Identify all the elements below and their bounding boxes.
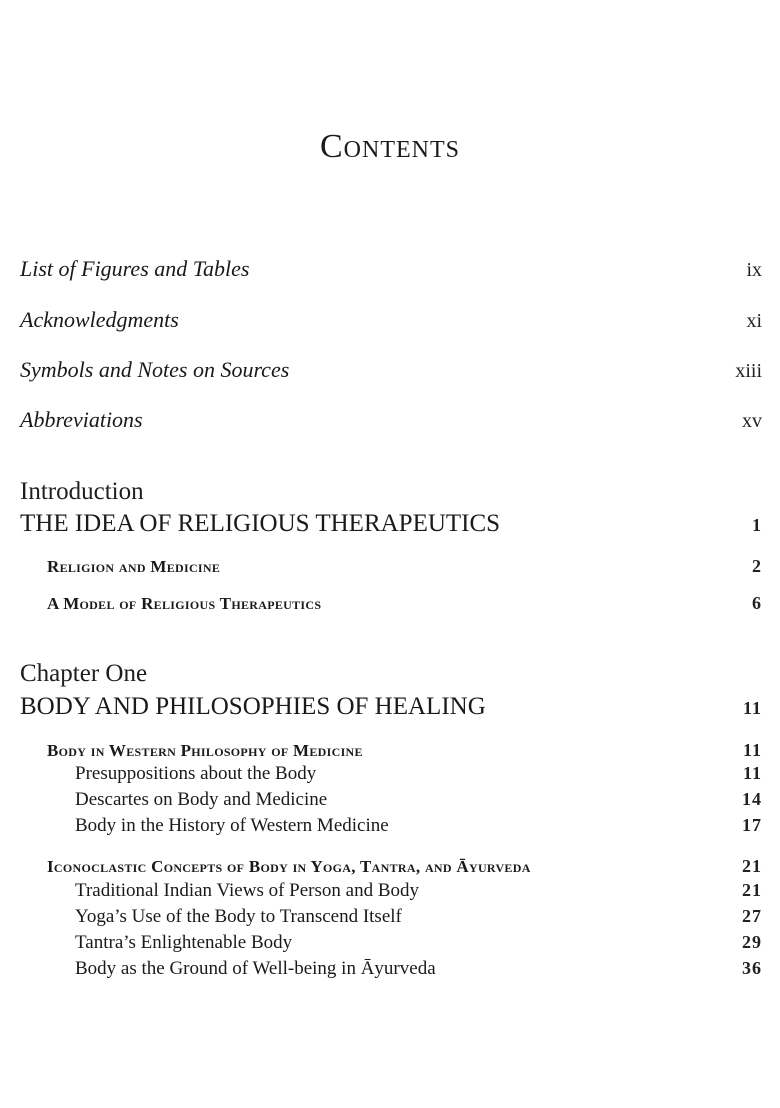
chapter-title: THE IDEA OF RELIGIOUS THERAPEUTICS <box>20 510 501 537</box>
subsection-label: Descartes on Body and Medicine <box>75 789 328 810</box>
toc-page-number: 21 <box>742 880 762 900</box>
toc-subsection[interactable] <box>75 815 762 837</box>
toc-page-number: 6 <box>752 593 762 613</box>
toc-page-number: 11 <box>742 763 762 783</box>
subsection-label: Body as the Ground of Well-being in Āyurveda <box>75 958 436 979</box>
toc-section-model-of-religious-therapeutics[interactable] <box>47 593 762 614</box>
toc-entry-label: List of Figures and Tables <box>20 256 250 281</box>
toc-subsection[interactable] <box>75 906 762 928</box>
subsection-label: Yoga’s Use of the Body to Transcend Itself <box>75 906 402 927</box>
toc-section-body-in-western-philosophy[interactable] <box>47 740 762 761</box>
introduction-label: Introduction <box>20 478 144 505</box>
toc-entry-label: Symbols and Notes on Sources <box>20 357 290 382</box>
toc-entry-chapter-one-title[interactable] <box>20 693 762 721</box>
toc-page-number: 2 <box>752 556 762 576</box>
toc-section-religion-and-medicine[interactable] <box>47 556 762 577</box>
toc-entry-introduction-title[interactable] <box>20 510 762 538</box>
toc-subsection[interactable] <box>75 932 762 954</box>
section-label: A Model of Religious Therapeutics <box>47 594 322 613</box>
toc-page-number: xv <box>742 410 762 432</box>
toc-subsection[interactable] <box>75 958 762 980</box>
subsection-label: Presuppositions about the Body <box>75 763 317 784</box>
toc-page-number: 14 <box>742 789 762 809</box>
toc-entry-label: Acknowledgments <box>20 307 179 332</box>
subsection-label: Body in the History of Western Medicine <box>75 815 389 836</box>
toc-entry-label: Abbreviations <box>20 407 143 432</box>
page-title: Contents <box>319 128 460 165</box>
toc-subsection[interactable] <box>75 880 762 902</box>
toc-page-number: xiii <box>735 360 762 382</box>
toc-page-number: 36 <box>742 958 762 978</box>
toc-page-number: 11 <box>742 698 762 718</box>
toc-entry-acknowledgments[interactable] <box>20 307 762 333</box>
toc-page-number: xi <box>746 310 762 332</box>
toc-page-number: 11 <box>742 740 762 760</box>
subsection-label: Traditional Indian Views of Person and Body <box>75 880 420 901</box>
toc-page-number: 27 <box>742 906 762 926</box>
toc-page-number: 29 <box>742 932 762 952</box>
section-label: Iconoclastic Concepts of Body in Yoga, Tantra, and Āyurveda <box>47 857 531 876</box>
section-label: Body in Western Philosophy of Medicine <box>47 741 363 760</box>
chapter-one-label: Chapter One <box>20 660 148 687</box>
toc-subsection[interactable] <box>75 789 762 811</box>
toc-entry-symbols[interactable] <box>20 357 762 383</box>
section-label: Religion and Medicine <box>47 557 221 576</box>
toc-page-number: 17 <box>742 815 762 835</box>
toc-subsection[interactable] <box>75 763 762 785</box>
toc-page-number: 1 <box>752 515 762 535</box>
toc-entry-abbreviations[interactable] <box>20 407 762 433</box>
subsection-label: Tantra’s Enlightenable Body <box>75 932 293 953</box>
chapter-title: BODY AND PHILOSOPHIES OF HEALING <box>20 693 486 720</box>
toc-entry-list-of-figures[interactable] <box>20 256 762 282</box>
toc-page-number: ix <box>746 259 762 281</box>
toc-section-iconoclastic-concepts[interactable] <box>47 856 762 877</box>
toc-page-number: 21 <box>742 856 762 876</box>
